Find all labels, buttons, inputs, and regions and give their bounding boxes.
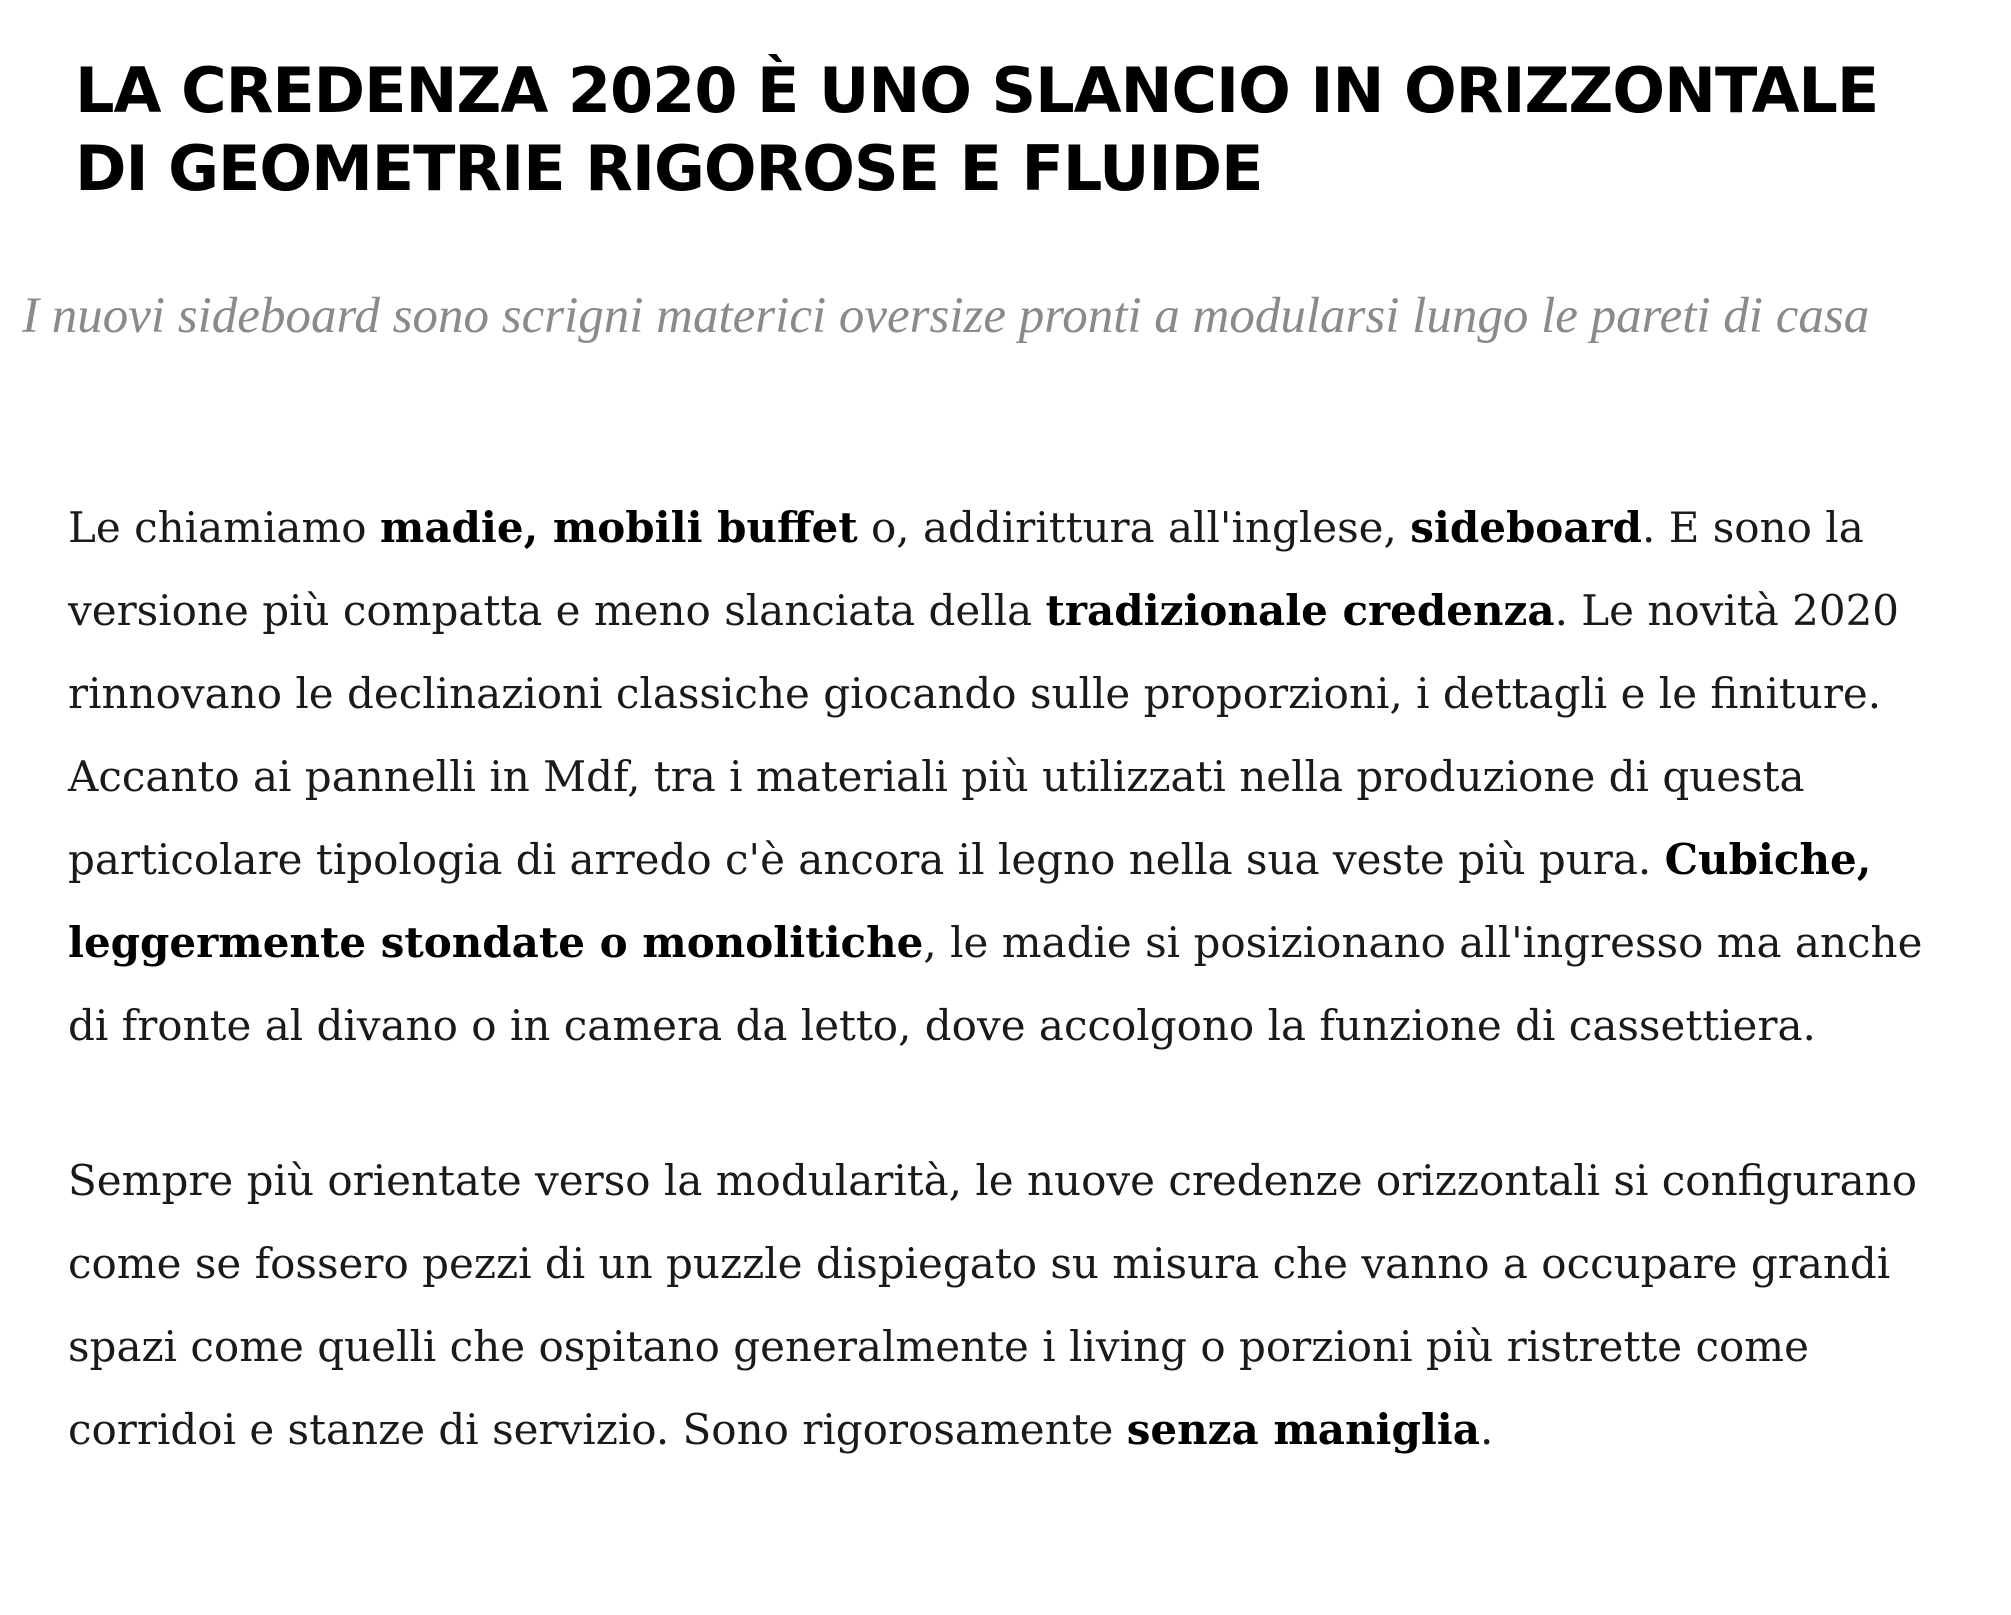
bold-phrase: sideboard xyxy=(1410,503,1643,552)
paragraph-text: Sempre più orientate verso la modularità, le nuove credenze orizzontali si configurano come se fossero pezzi di un puzzle dispiegato su misura che vanno a occupare grandi spazi come quelli che ospitano generalmente i living o porzioni più ristrette come corridoi e stanze di servizio. Sono rigorosamente xyxy=(68,1156,1918,1454)
paragraph-text: . xyxy=(1479,1405,1494,1454)
paragraph-text: , le madie si posizionano all'ingresso ma anche di fronte al divano o in camera da letto, dove accolgono la funzione di cassettiera. xyxy=(68,918,1923,1050)
bold-phrase: Cubiche, leggermente stondate o monolitiche xyxy=(68,835,1872,967)
article-subtitle: I nuovi sideboard sono scrigni materici oversize pronti a modularsi lungo le pareti di casa xyxy=(22,288,1870,344)
article-body xyxy=(68,486,1968,1543)
body-paragraph-1 xyxy=(68,486,1968,1067)
paragraph-text: . E sono la versione più compatta e meno slanciata della xyxy=(68,503,1864,635)
bold-phrase: madie, mobili buffet xyxy=(379,503,858,552)
paragraph-text: Le chiamiamo xyxy=(68,503,380,552)
bold-phrase: tradizionale credenza xyxy=(1045,586,1555,635)
article-headline: LA CREDENZA 2020 È UNO SLANCIO IN ORIZZONTALE DI GEOMETRIE RIGOROSE E FLUIDE xyxy=(75,54,1879,205)
bold-phrase: senza maniglia xyxy=(1126,1405,1480,1454)
paragraph-text: . Le novità 2020 rinnovano le declinazioni classiche giocando sulle proporzioni, i dettagli e le finiture. Accanto ai pannelli in Mdf, tra i materiali più utilizzati nella produzione di questa particolare tipologia di arredo c'è ancora il legno nella sua veste più pura. xyxy=(68,586,1900,884)
paragraph-text: o, addirittura all'inglese, xyxy=(857,503,1411,552)
body-paragraph-2 xyxy=(68,1139,1968,1471)
